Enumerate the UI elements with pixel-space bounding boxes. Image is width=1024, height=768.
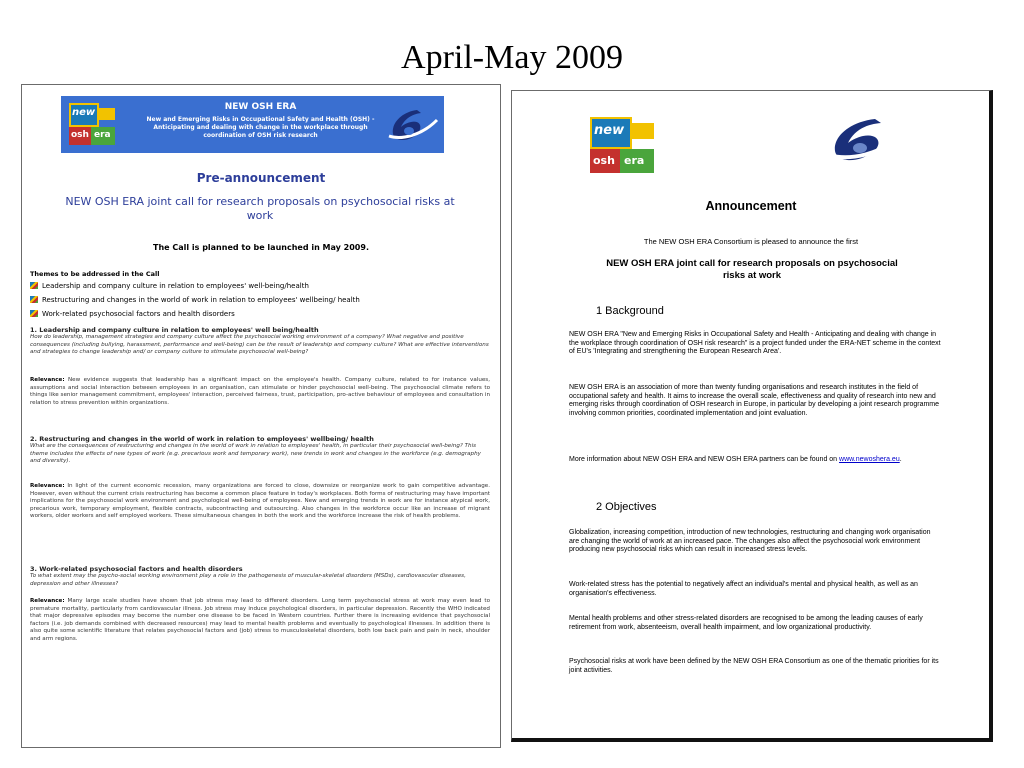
section-3 xyxy=(30,565,490,588)
background-paragraph: NEW OSH ERA is an association of more than twenty funding organisations and research institutes in the field of occupational safety and health. It aims to increase the overall scale, effectiveness and quality of research into new and emerging risks through coordination of OSH research in Europe, in particular by developing a joint research programme involving common priorities, coordinated implementation and joint evaluation. xyxy=(569,384,940,417)
pre-announcement-document xyxy=(21,84,501,748)
section-heading: 2. Restructuring and changes in the world of work in relation to employees' wellbeing/ health xyxy=(30,435,374,443)
section-1-relevance: Relevance: New evidence suggests that leadership has a significant impact on the employee's health. Company culture, related to for instance values, assumptions and social interaction between employees in an organisation, can stimulate or hinder psychosocial well-being. The psychosocial climate refers to things like senior management commitment, employees' interaction, perceived fairness, trust, participation, pro-active behaviour of employees and consultation in relation to stress prevention within organizations. xyxy=(30,377,490,406)
objectives-paragraph: Globalization, increasing competition, introduction of new technologies, restructuring and changing work organisation are changing the world of work at an increased pace. The changes also affect the psychosocial work environment producing new psychosocial risks which can result in increased stress levels. xyxy=(569,529,931,554)
section-2 xyxy=(30,435,490,466)
pre-announcement-heading: Pre-announcement xyxy=(196,171,326,185)
objectives-paragraph: Mental health problems and other stress-related disorders are recognised to be among the leading causes of early retirement from work, absenteeism, overall health impairment, and low organizational productivity. xyxy=(569,615,923,631)
bullet-icon xyxy=(30,310,38,317)
section-heading: 3. Work-related psychosocial factors and health disorders xyxy=(30,565,243,573)
theme-item: Leadership and company culture in relation to employees' well-being/health xyxy=(30,282,309,291)
objectives-heading: 2 Objectives xyxy=(596,501,657,513)
section-2-relevance: Relevance: In light of the current economic recession, many organizations are forced to close, downsize or reorganize work to gain competitive advantage. However, even without the current crisis restructuring has become a common place feature in today's workplaces. Both forms of restructuring may have important implications for the psychosocial work environment and psychological well-being of employees. New and emerging trends in work are for instance atypical work, precarious work, temporary employment, flexible contracts, subcontracting and outsourcing. Also changes in the workforce occur like an increase of migrant workers, older workers and self employed workers. These simultaneous changes in both the work and the workforce increase the risk of health problems. xyxy=(30,483,491,519)
fp6-logo-icon xyxy=(827,115,907,165)
background-heading: 1 Background xyxy=(596,305,664,317)
call-title: NEW OSH ERA joint call for research proposals on psychosocial risks at work xyxy=(65,195,455,222)
section-1 xyxy=(30,326,490,357)
bullet-icon xyxy=(30,296,38,303)
new-osh-era-logo: new osh era xyxy=(590,117,654,173)
themes-heading: Themes to be addressed in the Call xyxy=(30,270,160,278)
section-heading: 1. Leadership and company culture in relation to employees' well being/health xyxy=(30,326,319,334)
intro-line: The NEW OSH ERA Consortium is pleased to announce the first xyxy=(643,237,859,246)
section-question: How do leadership, management strategies and company culture affect the psychosocial working environment of a company? What negative and positive consequences (including bullying, harassment, performance and well-being) can be the result of leadership and company culture? What are effective interventions and strategies to change leadership and/ or company culture to stimulate psychosocial well-being? xyxy=(30,334,489,355)
launch-date-note: The Call is planned to be launched in May 2009. xyxy=(153,243,369,252)
background-paragraph: NEW OSH ERA "New and Emerging Risks in Occupational Safety and Health - Anticipating and dealing with change in the workplace through coordination of OSH risk research" is a project funded under the ERA-NET scheme in the context of EU's 'Integrating and strengthening the European Research Area'. xyxy=(569,331,941,356)
background-paragraph: More information about NEW OSH ERA and NEW OSH ERA partners can be found on www.newoshera.eu. xyxy=(569,456,902,463)
website-link[interactable]: www.newoshera.eu xyxy=(839,456,900,463)
bullet-icon xyxy=(30,282,38,289)
new-osh-era-banner xyxy=(61,96,444,153)
theme-item: Restructuring and changes in the world of work in relation to employees' wellbeing/ health xyxy=(30,296,360,305)
section-question: What are the consequences of restructuring and changes in the world of work in relation to employees' health, in particular their psychosocial well-being? This theme includes the effects of new types of work (e.g. precarious work and temporary work), new trends in work and changes in the workforce (e.g. demography and diversity). xyxy=(30,443,481,464)
slide-title: April-May 2009 xyxy=(401,39,623,76)
new-osh-era-logo: new osh era xyxy=(69,103,115,145)
section-3-relevance: Relevance: Many large scale studies have shown that job stress may lead to different disorders. Long term psychosocial stress at work may even lead to premature mortality, particularly from cardiovascular illness. Job stress may induce psychological disorders, in particular depression. Recently the WHO indicated that major depressive episodes may become the number one disease to be faced in Western countries. Further there is increasing evidence that psychosocial factors (i.e. job demands combined with decreased resources) may lead to mental health problems and eventually to psychological illnesses. In addition there is also quite some scientific literature that relates psychosocial factors and (job) stress to musculoskeletal disorders, both low back pain and pain in neck, shoulder and arm regions. xyxy=(30,598,490,642)
fp6-logo-icon xyxy=(387,106,439,144)
section-question: To what extent may the psycho-social working environment play a role in the pathogenesis of muscular-skeletal disorders (MSDs), cardiovascular diseases, depression and other illnesses? xyxy=(30,573,466,587)
theme-item: Work-related psychosocial factors and health disorders xyxy=(30,310,235,319)
banner-title: NEW OSH ERA xyxy=(224,102,297,112)
announcement-heading: Announcement xyxy=(705,199,797,213)
banner-subtitle: New and Emerging Risks in Occupational Safety and Health (OSH) - Anticipating and dealing with change in the workplace through coordination of OSH risk research xyxy=(146,116,375,139)
objectives-paragraph: Psychosocial risks at work have been defined by the NEW OSH ERA Consortium as one of the thematic priorities for its joint activities. xyxy=(569,658,939,674)
announcement-document xyxy=(511,90,993,742)
objectives-paragraph: Work-related stress has the potential to negatively affect an individual's mental and physical health, as well as an organisation's effectiveness. xyxy=(569,581,918,597)
call-title: NEW OSH ERA joint call for research proposals on psychosocial risks at work xyxy=(606,258,898,281)
